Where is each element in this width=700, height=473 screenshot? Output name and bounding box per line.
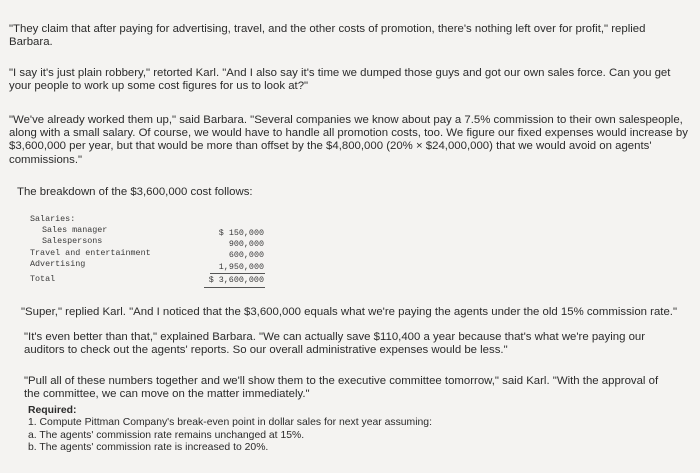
- paragraph-super-reply: "Super," replied Karl. "And I noticed that the $3,600,000 equals what we're paying the agents under the old 15% commission rate.": [21, 306, 677, 318]
- required-section: [28, 405, 432, 455]
- required-heading: Required:: [28, 405, 77, 416]
- paragraph-even-better: "It's even better than that," explained Barbara. "We can actually save $110,400 a year because that's what we're paying our auditors to check out the agents' reports. So our overall administrative expenses would be less.": [24, 331, 646, 357]
- paragraph-cost-figures: "We've already worked them up," said Barbara. "Several companies we know about pay a 7.5% commission to their own salespeople, along with a small salary. Of course, we would have to handle all promotion costs, too. We figure our fixed expenses would increase by $3,600,000 per year, but that would be more than offset by the $4,800,000 (20% × $24,000,000) that we would avoid on agents' commissions.": [9, 114, 688, 166]
- paragraph-karl-retort: "I say it's just plain robbery," retorted Karl. "And I also say it's time we dumped those guys and got our own sales force. Can you get your people to work up some cost figures for us to look at?": [9, 67, 671, 93]
- required-item-b: b. The agents' commission rate is increased to 20%.: [28, 442, 269, 454]
- paragraph-breakdown-intro: The breakdown of the $3,600,000 cost follows:: [17, 186, 253, 198]
- subtotal-rule: [210, 273, 265, 274]
- row-label-total: Total: [30, 274, 56, 284]
- row-label-salespersons: Salespersons: [42, 236, 103, 246]
- row-value-salespersons: 900,000: [228, 239, 264, 249]
- row-value-advertising: 1,950,000: [218, 262, 264, 272]
- row-value-travel: 600,000: [228, 250, 264, 260]
- row-label-advertising: Advertising: [30, 259, 86, 269]
- row-label-travel: Travel and entertainment: [30, 248, 151, 258]
- paragraph-barbara-reply: "They claim that after paying for advertising, travel, and the other costs of promotion, there's nothing left over for profit," replied Barbara.: [9, 23, 646, 49]
- row-label-sales-manager: Sales manager: [42, 225, 108, 235]
- row-value-sales-manager: $ 150,000: [218, 228, 264, 238]
- row-value-total: $ 3,600,000: [208, 275, 264, 285]
- total-rule: [204, 287, 265, 288]
- required-item-a: a. The agents' commission rate remains unchanged at 15%.: [28, 429, 305, 441]
- paragraph-pull-together: "Pull all of these numbers together and we'll show them to the executive committee tomorrow," said Karl. "With the approval of the committee, we can move on the matter immediately.": [24, 375, 659, 401]
- required-item-1: 1. Compute Pittman Company's break-even point in dollar sales for next year assuming:: [28, 417, 432, 429]
- salaries-label: Salaries:: [30, 214, 76, 224]
